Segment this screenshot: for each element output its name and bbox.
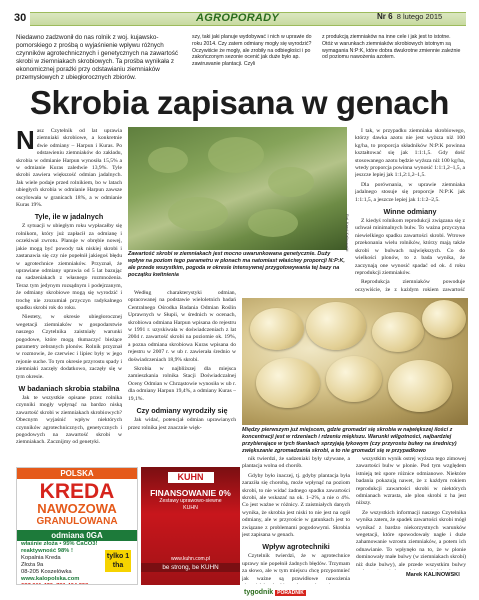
page-header — [0, 0, 479, 30]
article-title: Skrobia zapisana w genach — [29, 84, 450, 121]
subhead-winne: Winne odmiany — [383, 207, 437, 217]
col2b-p2: Gdyby było inaczej, tj. gdyby plantacja była zaraziła się chorobą, może wpłynąć na poziom skrobi, to nie widać żadnego spadku zawartości skrobi, ale wskazać na ok. 1–2%, a nie o 4%. Co jest ważne w różnicy. Z zaistniałych danych wynika, że skrobia jest niski to nie jest na ogół odmiany, ale w przyroście w gatunkach jest to związane z problemami pogodowymi. Skrobia jest zapisana w genach. — [242, 472, 350, 539]
kreda-l7 — [17, 583, 137, 585]
col3-p3: Z kiedyś rolnikom reprodukcji związana się z uchwał minimalnych bulw. To ważna przyczyna niewielkiego spadku zawartości skrobi. Wtrowe przekonania wielu rolników, którzy mają także skrobi w bulwach największych. Co do wielkości plonów, to z bada wynika, że zaczynają one wynosić spadać od ok. 4 roku reprodukcji ziemniaków. — [355, 218, 465, 276]
kreda-l1: właśnie złoża • 95% CaCO3! — [21, 541, 98, 547]
article-col-2 — [128, 290, 236, 468]
section-name: AGROPORADY — [196, 12, 280, 24]
lead-text — [16, 34, 462, 80]
col2b-p3: Czytelnik twierdzi, że w agrotechnice uprawy nie popełnił żadnych błędów. Trzymam za słowo, ale w tym miejscu chcę przypomnieć jak ważne są prawidłowe nawożenia — [242, 553, 350, 582]
kreda-line1: KREDA — [39, 480, 115, 503]
col2-p2: Skrobia w najbliższej dla miejsca zamieszkania rolnika Stacji Doświadczalnej Oceny Odmian w Chrząstowie wynosiła w ub r. dla odmiany Harpun 19,4%, a odmiany Kuras – 19,1%. — [128, 366, 236, 402]
col1-p1: asz Czytelnik od lat uprawia ziemniaki skrobiowe, a konkretnie dwie odmiany – Harpun i Kuras. Po odstawieniu ziemniaków do zakładu, skrobia w odmianie Harpun wynosiła 15,5% a w odmianie Kuras zaledwie 13,9%. Tyle skrobi zawiera większość odmian jadalnych. Jak wiele podaje przed rolnikiem, bo w latach ubiegłych skrobia w odmianie Harpun zawsze oscylowała w granicach 18%, a w odmianie Kuras 19%. — [16, 128, 122, 209]
footer-tygodnik: tygodnik — [244, 589, 274, 596]
lead-col-2: szy, taki jaki planuje wydobywać i nich w uprawie do roku 2014. Czy zatem odmiany mogły się wyrodzić? Oczywiście że mogły, ale zrobiły na odbiegłości i po zakończonym sezonie ocenić jak duże było ap. zawiruwanie plantacji. Czyli — [192, 34, 312, 68]
issue-info — [377, 12, 442, 21]
col1-p2: Z sytuacji w ubiegłym roku wypłacałby się rolnikom, który już zapłacił za odmianę i oczekiwał zwrotu. Planuje w obrębie nowej, jakie mogą być powody tak niskiej skrobi i zastanawia się czy nie popełnił jakiegoś błędu w agrotechnice ziemniaków. Przyznał, że uprawiane odmiany uprawia od 5 lat bazując na sadzeniakach z własnego rozmnożenia. Teraz tym jedynym rozsądnym i podejrzanym, że odmiany skrobiowe mogą się wyrodzić i trochę nie zrozumiał przyczyn radykalnego spadku skrobi rok do roku. — [16, 223, 122, 311]
issue-number: Nr 6 — [377, 12, 393, 21]
lead-col-3: z produkcją ziemniaków na inne cele i jak jest to istotne. Otóż w warunkach ziemniaków skrobiowych istotnym są wymagania N:P:K, które dobra dwukrotne zmiennie zależnie od poziomu nawożenia azotem. — [322, 34, 461, 61]
kreda-advert[interactable] — [16, 467, 138, 585]
subhead-odmiany: Czy odmiany wyrodziły się — [136, 406, 228, 416]
footer-brand — [244, 589, 306, 596]
col2-p1: Według charakterystyki odmian, opracowanej na podstawie wieloletnich badań Centralnego Ośrodka Badania Odmian Roślin Uprawnych w Słupii, w średnich w ocenach, skrobiowa odmiana Harpun wpisana do rejestru w 1991 r. uzyskiwała w doświadczeniach z lat 2004 r. zawartość skrobi na poziomie ok. 19%, a pozna odmiana skrobiowa Kuras wpisana do rejestru w 2007 r. w ub r. zawierała średnio w doświadczeniach 18,9% skrobi. — [128, 290, 236, 363]
article-col-3 — [355, 128, 465, 293]
kuhn-logo: KUHN — [168, 472, 214, 483]
col1-p4: Jak te wszystkie opisane przez rolnika czynniki mogły wpłynąć na bardzo niską zawartość skrobi w ziemniakach skrobiowych? Obecnym wyjaśnić wpływ niektórych czynników agrotechnicznych, genetycznych i pogodowych na zawartość skrobi w ziemniakach. Zacznijmy od genetyki. — [16, 395, 122, 446]
col3b-p2: Ze wszystkich informacji naszego Czytelnika wynika zatem, że spadek zawartości skrobi mógł wynikać z bardzo niekorzystnych warunków wegetacji, które spowodowały nagłe i duże zahamowanie wzrostu ziemniaków, a potem ich odnawianie. To wpłynęło na to, że w plonie dominowały małe bulwy (w ziemniakach skrobi) niż duże bulwy), ale przede wszystkim bulwy — [356, 509, 466, 568]
col3-p2: Dla porównania, w uprawie ziemniaka jadalnego stosuje się proporcje N:P:K jak 1:1:1,5, a jeszcze lepiej jak 1:1:2–2,5. — [355, 181, 465, 203]
kuhn-slogan: be strong, be KUHN — [141, 563, 240, 572]
footer-tag: PORADNIK — [277, 590, 304, 596]
kuhn-line1: FINANSOWANIE 0% — [150, 488, 231, 498]
kreda-brand: POLSKA — [17, 468, 137, 479]
photo1-caption: Zawartość skrobi w ziemniakach jest mocno uwarunkowana genetycznie. Duży wpływ na poziom tego parametru w plonach ma natomiast właściwy proporcji N:P:K, ale przede wszystkim, pogoda w okresie intensywnej przygotowywania tej bazy na początku kwitnienia — [128, 251, 345, 278]
issue-date: 8 lutego 2015 — [396, 12, 443, 21]
plant-photo — [128, 127, 347, 250]
col3-p1: I tak, w przypadku ziemniaka skrobiowego, którzy dawka azotu nie jest wyższa niż 100 kg/ha, to proporcja składników N:P:K powinna kształtować się jak 1:1:1,5. Gdy dość stosowanego azotu będzie wyższa niż 100 kg/ha, wtedy proporcja powinna wynosić 1:1:1,2–1,5, a jeszcze lepiej jak 1:1,2:1,2–1,5. — [355, 128, 465, 179]
subhead-tyle: Tyle, ile w jadalnych — [34, 212, 104, 222]
kreda-tag: tylko 1 tha — [105, 550, 131, 572]
kreda-line3: GRANULOWANA — [36, 516, 118, 527]
article-col-2b — [242, 456, 350, 584]
col2-p3: Jak widać, potencjał odmian uprawianych przez rolnika jest znacznie więk- — [128, 417, 236, 431]
col1-p3: Niestety, w okresie ubiegłorocznej wegetacji ziemniaków w gospodarstwie naszego Czytelnika zaistniały warunki pogodowe, które mogą tłumaczyć bieżące parametry zebranych plonów. Rolnik przyznał w rozmowie, że czerwiec i lipiec były w jego rejonie suche. To tym okresie przyrostu spady i ziemniaki zaczęły dodatkowo, zaczęły się w tym okresie. — [16, 314, 122, 380]
page-number: 30 — [14, 12, 27, 24]
lead-col-1: Niedawno zadzwonił do nas rolnik z woj. kujawsko-pomorskiego z prośbą o wyjaśnienie wpływu różnych czynników agrotechnicznych i genetycznych na zawartość skrobi w ziemniakach skrobiowych. Ta prośba wynikała z ekonomicznej porażki przy odstawianiu ziemniaków przemysłowych z ubiegłorocznych zbiorów. — [16, 34, 179, 80]
drop-cap: N — [16, 128, 35, 155]
photo-credit: Fot. Karol Kalinowski — [345, 214, 350, 252]
col2b-p1: nik twierdzi, że sadzeniaki były używane, a plantacja wolna od chorób. — [242, 456, 350, 470]
kuhn-line3: KUHN — [183, 505, 198, 511]
photo2-caption: Między pierwszym już miejscem, gdzie gromadzi się skrobia w największej ilości z koncentracji jest w rdzeniach i rdzeniu miękiszu. Warunki wilgotności, najbardziej przybierające w tych tkankach sprzyjają łykowym (czy przyrostu bulwy na średnicy) zwiększanie zgromadzania skrobi, a to nie gromadzi się w przypadkowo — [242, 427, 457, 454]
article-col-3b — [356, 456, 466, 570]
kreda-l2: reaktywność 98% ! — [21, 548, 73, 554]
kuhn-line2: Zestawy uprawowo-siewne — [159, 498, 222, 504]
kreda-line2: NAWOZOWA — [37, 501, 117, 516]
kreda-l5: 08-205 Koszelówka — [21, 569, 72, 575]
potato-photo — [242, 298, 468, 425]
author-name: Marek KALINOWSKI — [406, 572, 460, 578]
kuhn-url[interactable]: www.kuhn.com.pl — [171, 556, 210, 562]
kreda-l3: Kopalnia Kreda — [21, 555, 61, 561]
col3-p4: Reprodukcja ziemniaków powoduje oczywiście, że z każdym rokiem zawartość — [355, 279, 465, 293]
article-col-1 — [16, 128, 122, 458]
kreda-strip: odmiana 0GA — [17, 530, 137, 541]
kreda-l4: Złoża 9a — [21, 562, 44, 568]
col3b-p1: wszystkim wynik ostrej wyższa tego zimowej zawartości bulw w plonie. Pod tym względem istnieją też spore różnice odmianowe. Niektóre badania pokazują nawet, że z każdym rokiem reprodukcji zawartości skrobi w niektórych odmianach wzrasta, ale plon skrobi z ha jest niższy. — [356, 456, 466, 507]
kreda-l6[interactable]: www.kalopolska.com — [21, 576, 80, 582]
subhead-agrotechnika: Wpływ agrotechniki — [262, 542, 330, 552]
subhead-badania: W badaniach skrobia stabilna — [18, 384, 120, 393]
kuhn-advert[interactable] — [141, 467, 240, 585]
